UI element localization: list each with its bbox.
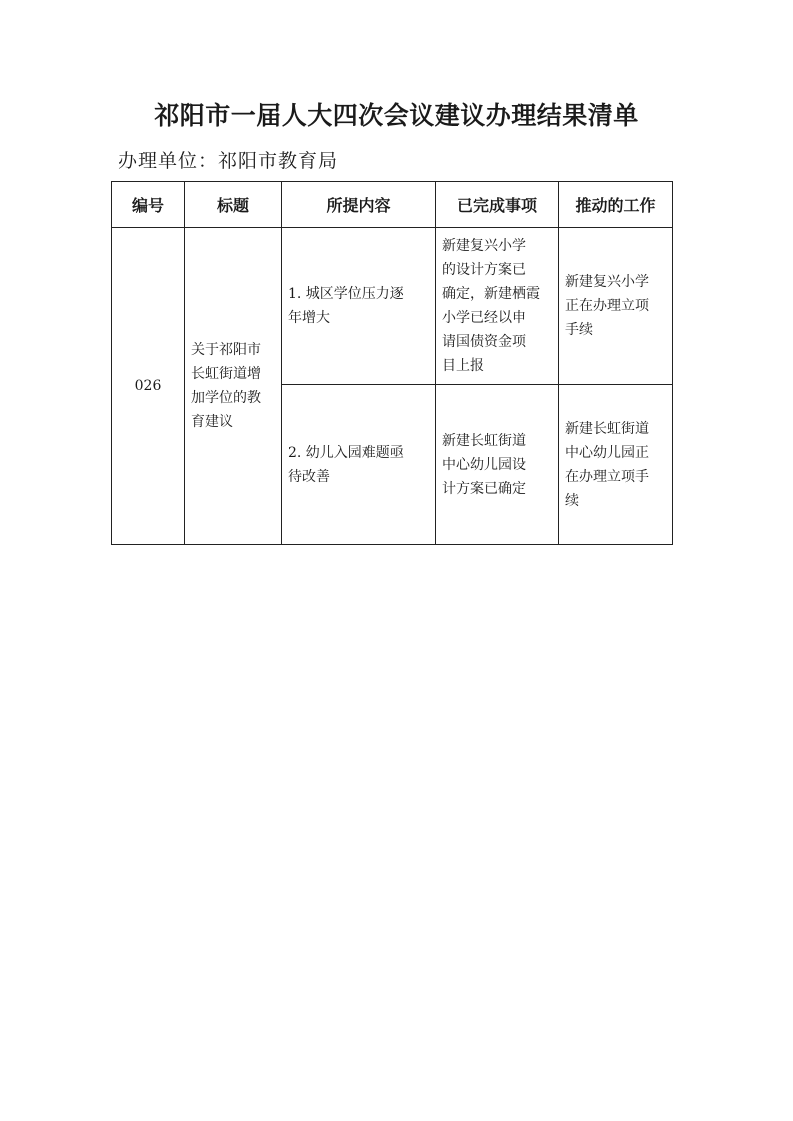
- handling-unit: 办理单位：祁阳市教育局: [118, 150, 339, 172]
- content-cell: 1. 城区学位压力逐 年增大: [282, 228, 436, 385]
- promoted-cell: 新建长虹街道 中心幼儿园正 在办理立项手 续: [559, 385, 673, 545]
- completed-cell: 新建长虹街道 中心幼儿园设 计方案已确定: [436, 385, 559, 545]
- record-number: 026: [112, 228, 185, 545]
- content-cell: 2. 幼儿入园难题亟 待改善: [282, 385, 436, 545]
- header-promoted: 推动的工作: [559, 182, 673, 228]
- record-title: 关于祁阳市 长虹街道增 加学位的教 育建议: [185, 228, 282, 545]
- header-title: 标题: [185, 182, 282, 228]
- header-number: 编号: [112, 182, 185, 228]
- header-completed: 已完成事项: [436, 182, 559, 228]
- table-header-row: [112, 182, 673, 228]
- results-table: [111, 181, 673, 545]
- document-title: 祁阳市一届人大四次会议建议办理结果清单: [154, 101, 639, 130]
- table-row: [112, 228, 673, 385]
- promoted-cell: 新建复兴小学 正在办理立项 手续: [559, 228, 673, 385]
- completed-cell: 新建复兴小学 的设计方案已 确定，新建栖霞 小学已经以申 请国债资金项 目上报: [436, 228, 559, 385]
- header-content: 所提内容: [282, 182, 436, 228]
